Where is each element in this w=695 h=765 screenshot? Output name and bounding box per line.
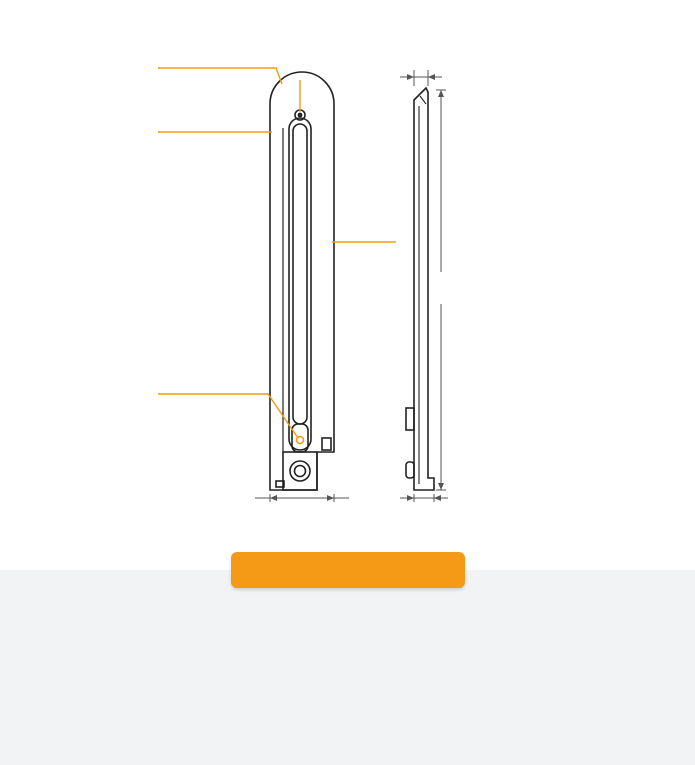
params-title	[231, 552, 465, 588]
front-view	[270, 72, 334, 490]
dimension-arrows	[270, 74, 444, 501]
side-clip	[406, 408, 414, 430]
knob-outer	[290, 461, 310, 481]
side-view	[406, 88, 434, 490]
side-hinge	[420, 96, 426, 104]
protractor-leader	[158, 68, 282, 84]
param-row-weight	[0, 647, 695, 671]
annotation-lines	[158, 68, 396, 438]
caliper-foot	[322, 438, 331, 450]
compass-leader	[158, 394, 298, 438]
param-row-material	[0, 622, 695, 646]
param-row-protractor	[0, 697, 695, 721]
side-outline	[414, 88, 434, 490]
origin-dot	[298, 113, 301, 116]
param-row-ruler	[0, 672, 695, 696]
ruler-body	[270, 118, 334, 490]
side-knob	[406, 462, 414, 478]
knob-inner	[295, 466, 306, 477]
base-block	[283, 452, 317, 490]
center-slot-inner	[293, 124, 307, 424]
